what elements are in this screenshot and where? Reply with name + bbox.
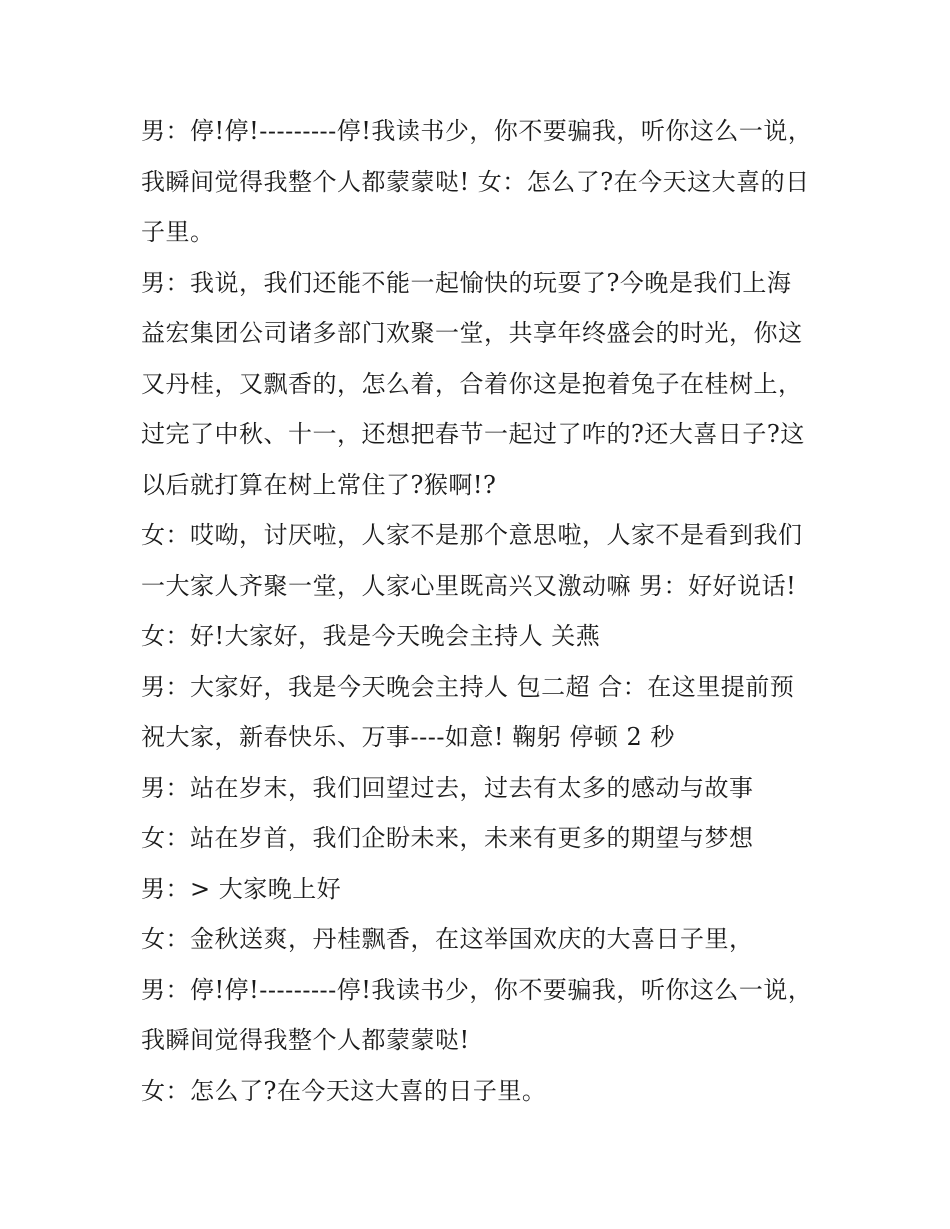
text-line: 一大家人齐聚一堂，人家心里既高兴又激动嘛 男：好好说话!	[141, 571, 797, 600]
text-line: 以后就打算在树上常住了?猴啊!?	[141, 470, 497, 499]
document-body	[141, 106, 821, 1116]
text-line: 过完了中秋、十一，还想把春节一起过了咋的?还大喜日子?这	[141, 420, 805, 448]
text-line: 祝大家，新春快乐、万事----如意! 鞠躬 停顿 2 秒	[141, 723, 675, 751]
text-line: 我瞬间觉得我整个人都蒙蒙哒!	[141, 1026, 470, 1054]
text-line: 益宏集团公司诸多部门欢聚一堂，共享年终盛会的时光，你这	[141, 319, 803, 347]
text-line: 男：站在岁末，我们回望过去，过去有太多的感动与故事	[141, 773, 754, 802]
text-line: 女：金秋送爽，丹桂飘香，在这举国欢庆的大喜日子里，	[141, 925, 754, 953]
text-line: 男：我说，我们还能不能一起愉快的玩耍了?今晚是我们上海	[141, 268, 792, 297]
text-line: 女：好!大家好，我是今天晚会主持人 关燕	[141, 622, 601, 650]
text-line: 男：停!停!---------停!我读书少，你不要骗我，听你这么一说，	[141, 117, 813, 145]
text-line: 男：> 大家晚上好	[141, 874, 342, 903]
text-line: 女：哎呦，讨厌啦，人家不是那个意思啦，人家不是看到我们	[141, 521, 803, 549]
text-line: 女：怎么了?在今天这大喜的日子里。	[141, 1076, 547, 1105]
text-line: 男：大家好，我是今天晚会主持人 包二超 合：在这里提前预	[141, 672, 795, 701]
text-line: 男：停!停!---------停!我读书少，你不要骗我，听你这么一说，	[141, 975, 813, 1004]
text-line: 又丹桂，又飘香的，怎么着，合着你这是抱着兔子在桂树上，	[141, 369, 803, 398]
text-line: 女：站在岁首，我们企盼未来，未来有更多的期望与梦想	[141, 824, 754, 852]
text-line: 我瞬间觉得我整个人都蒙蒙哒! 女：怎么了?在今天这大喜的日	[141, 167, 810, 196]
text-line: 子里。	[141, 218, 215, 246]
